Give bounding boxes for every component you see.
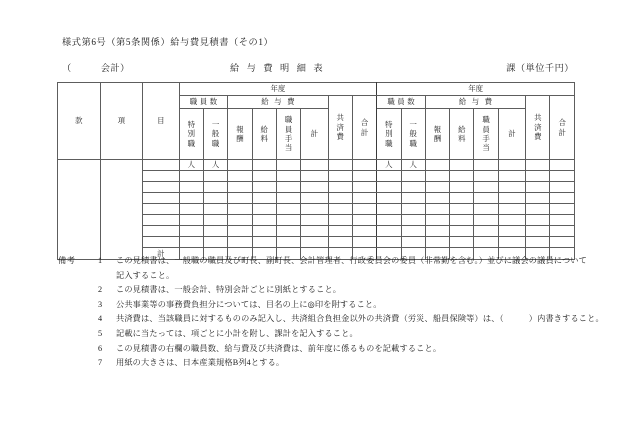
cell-block2-grand-total[interactable] [550, 204, 575, 215]
note-number: 4 [98, 314, 103, 324]
year-block-2-header: 年度 [377, 83, 575, 96]
cell-block1-special[interactable] [179, 182, 203, 193]
cell-block1-subtotal[interactable] [301, 171, 328, 182]
cell-block1-remuneration[interactable] [228, 160, 252, 171]
cell-block1-basic[interactable] [252, 193, 276, 204]
cell-block2-basic[interactable] [450, 160, 474, 171]
cell-block2-subtotal[interactable] [498, 226, 525, 237]
subheader [62, 60, 574, 74]
block2-salary-subtotal: 計 [498, 109, 525, 160]
cell-block2-remuneration[interactable] [425, 182, 449, 193]
cell-block1-mutual-aid[interactable] [328, 204, 352, 215]
cell-block1-mutual-aid[interactable] [328, 237, 352, 248]
cell-moku-entry[interactable] [143, 193, 179, 204]
block2-salary-group: 給与費 [425, 96, 525, 109]
cell-block2-allowance[interactable] [474, 160, 498, 171]
cell-block2-basic[interactable] [450, 215, 474, 226]
block1-grand-total-header: 合 計 [352, 96, 376, 160]
column-header-kan: 款 [58, 83, 101, 160]
cell-block2-subtotal[interactable] [498, 215, 525, 226]
note-number: 7 [98, 358, 103, 368]
cell-block1-mutual-aid[interactable] [328, 215, 352, 226]
cell-block1-grand-total[interactable] [352, 215, 376, 226]
cell-block1-special[interactable] [179, 204, 203, 215]
block1-salary-basic: 給 料 [252, 109, 276, 160]
block1-salary-group: 給与費 [228, 96, 328, 109]
cell-moku-entry[interactable] [143, 215, 179, 226]
note-text: この見積書は、一般会計、特別会計ごとに別紙とすること。 [116, 285, 342, 295]
cell-block2-subtotal[interactable] [498, 182, 525, 193]
block2-salary-allowance: 職 員 手 当 [474, 109, 498, 160]
cell-block2-allowance[interactable] [474, 171, 498, 182]
block2-salary-remuneration: 報 酬 [425, 109, 449, 160]
cell-block1-basic[interactable] [252, 160, 276, 171]
cell-block1-mutual-aid[interactable] [328, 193, 352, 204]
cell-block1-general[interactable] [203, 193, 227, 204]
cell-block1-general[interactable] [203, 237, 227, 248]
unit-note: 課（単位千円） [506, 63, 574, 73]
cell-block2-basic[interactable] [450, 182, 474, 193]
cell-block2-special[interactable] [377, 182, 401, 193]
note-number: 3 [98, 299, 103, 309]
cell-block1-allowance[interactable] [276, 237, 300, 248]
cell-block2-remuneration[interactable] [425, 215, 449, 226]
note-text: 用紙の大きさは、日本産業規格B列4とする。 [116, 358, 285, 368]
cell-block2-grand-total[interactable] [550, 215, 575, 226]
cell-block2-basic[interactable] [450, 226, 474, 237]
cell-block2-special[interactable] [377, 193, 401, 204]
unit-block2-special: 人 [377, 160, 401, 171]
block1-staff-special: 特 別 職 [179, 109, 203, 160]
cell-block1-grand-total[interactable] [352, 160, 376, 171]
cell-block1-remuneration[interactable] [228, 215, 252, 226]
table-caption: 給与費明細表 [230, 63, 331, 73]
salary-estimate-table [57, 82, 575, 260]
note-item [58, 256, 587, 272]
cell-block2-subtotal[interactable] [498, 204, 525, 215]
cell-block1-special[interactable] [179, 226, 203, 237]
cell-block2-special[interactable] [377, 237, 401, 248]
cell-block1-general[interactable] [203, 171, 227, 182]
block1-staff-general: 一 般 職 [203, 109, 227, 160]
cell-block1-remuneration[interactable] [228, 204, 252, 215]
cell-block2-grand-total[interactable] [550, 226, 575, 237]
cell-block2-subtotal[interactable] [498, 160, 525, 171]
cell-block2-special[interactable] [377, 215, 401, 226]
cell-block2-allowance[interactable] [474, 226, 498, 237]
cell-block1-special[interactable] [179, 171, 203, 182]
note-item [58, 345, 578, 360]
note-text: この見積書の右欄の職員数、給与費及び共済費は、前年度に係るものを記載すること。 [116, 343, 442, 353]
cell-block1-general[interactable] [203, 182, 227, 193]
unit-block1-special: 人 [179, 160, 203, 171]
cell-block2-grand-total[interactable] [550, 160, 575, 171]
block2-salary-basic: 給 料 [450, 109, 474, 160]
total-row-label: 計 [143, 248, 179, 260]
cell-block1-mutual-aid[interactable] [328, 182, 352, 193]
cell-moku-entry[interactable] [143, 237, 179, 248]
cell-block2-basic[interactable] [450, 237, 474, 248]
unit-block1-general: 人 [203, 160, 227, 171]
cell-block2-subtotal[interactable] [498, 237, 525, 248]
cell-block1-general[interactable] [203, 215, 227, 226]
cell-block2-general[interactable] [401, 171, 425, 182]
block1-mutual-aid-header: 共 済 費 [328, 96, 352, 160]
cell-block2-allowance[interactable] [474, 193, 498, 204]
unit-block2-general: 人 [401, 160, 425, 171]
cell-block1-grand-total[interactable] [352, 193, 376, 204]
cell-block2-special[interactable] [377, 204, 401, 215]
cell-block1-subtotal[interactable] [301, 215, 328, 226]
cell-block2-mutual-aid[interactable] [526, 193, 550, 204]
cell-block1-grand-total[interactable] [352, 182, 376, 193]
cell-block2-grand-total[interactable] [550, 182, 575, 193]
block2-staff-count-group: 職員数 [377, 96, 426, 109]
notes-section [58, 256, 604, 374]
cell-block2-grand-total[interactable] [550, 171, 575, 182]
cell-block2-general[interactable] [401, 204, 425, 215]
note-text: 共済費は、当該職員に対するもののみ記入し、共済組合負担金以外の共済費（労災、船員保険等）は、（ ）内書きすること。 [116, 314, 604, 324]
cell-block1-remuneration[interactable] [228, 226, 252, 237]
cell-block1-allowance[interactable] [276, 182, 300, 193]
cell-block2-allowance[interactable] [474, 215, 498, 226]
cell-block1-remuneration[interactable] [228, 182, 252, 193]
block2-grand-total-header: 合 計 [550, 96, 575, 160]
cell-block2-allowance[interactable] [474, 182, 498, 193]
note-text: 記載に当たっては、項ごとに小計を附し、課計を記入すること。 [116, 328, 358, 338]
cell-block2-basic[interactable] [450, 193, 474, 204]
notes-label: 備考 [58, 256, 76, 265]
cell-block2-mutual-aid[interactable] [526, 226, 550, 237]
cell-block1-remuneration[interactable] [228, 171, 252, 182]
cell-block1-basic[interactable] [252, 215, 276, 226]
cell-block2-remuneration[interactable] [425, 237, 449, 248]
cell-block1-mutual-aid[interactable] [328, 226, 352, 237]
block2-staff-special: 特 別 職 [377, 109, 401, 160]
cell-block1-basic[interactable] [252, 204, 276, 215]
cell-block2-mutual-aid[interactable] [526, 204, 550, 215]
column-header-moku: 目 [143, 83, 179, 160]
cell-block1-remuneration[interactable] [228, 237, 252, 248]
cell-block2-mutual-aid[interactable] [526, 237, 550, 248]
note-text: この見積書は、一般職の職員及び町長、副町長、会計管理者、行政委員会の委員（非常勤を含む。）並びに議会の議員について [116, 256, 587, 265]
cell-block2-special[interactable] [377, 171, 401, 182]
cell-block2-remuneration[interactable] [425, 193, 449, 204]
cell-block1-general[interactable] [203, 204, 227, 215]
cell-block2-remuneration[interactable] [425, 204, 449, 215]
cell-block1-general[interactable] [203, 226, 227, 237]
cell-block2-subtotal[interactable] [498, 193, 525, 204]
note-text: 公共事業等の事務費負担分については、目名の上に◎印を附すること。 [116, 299, 382, 309]
column-header-ko: 項 [100, 83, 143, 160]
cell-block2-basic[interactable] [450, 204, 474, 215]
note-text: 記入すること。 [116, 270, 175, 280]
cell-block2-allowance[interactable] [474, 204, 498, 215]
cell-kan-entry[interactable] [58, 160, 101, 260]
cell-block1-special[interactable] [179, 193, 203, 204]
cell-block1-subtotal[interactable] [301, 160, 328, 171]
cell-block2-mutual-aid[interactable] [526, 171, 550, 182]
page-title: 様式第6号（第5条関係）給与費見積書（その1） [62, 37, 274, 47]
table-header-year-row [58, 83, 575, 96]
cell-block1-remuneration[interactable] [228, 193, 252, 204]
cell-block2-remuneration[interactable] [425, 160, 449, 171]
block2-mutual-aid-header: 共 済 費 [526, 96, 550, 160]
cell-moku-entry[interactable] [143, 226, 179, 237]
cell-block1-grand-total[interactable] [352, 237, 376, 248]
table-unit-row [58, 160, 575, 171]
cell-block2-general[interactable] [401, 193, 425, 204]
cell-block2-general[interactable] [401, 237, 425, 248]
note-item-continuation [58, 272, 578, 287]
year-block-1-header: 年度 [179, 83, 377, 96]
cell-block2-mutual-aid[interactable] [526, 160, 550, 171]
cell-block1-basic[interactable] [252, 182, 276, 193]
cell-block1-subtotal[interactable] [301, 193, 328, 204]
cell-moku-entry[interactable] [143, 204, 179, 215]
note-number: 6 [98, 343, 103, 353]
cell-block2-allowance[interactable] [474, 237, 498, 248]
cell-block1-subtotal[interactable] [301, 237, 328, 248]
cell-block1-basic[interactable] [252, 237, 276, 248]
cell-block2-special[interactable] [377, 226, 401, 237]
cell-block1-mutual-aid[interactable] [328, 171, 352, 182]
cell-block1-mutual-aid[interactable] [328, 160, 352, 171]
cell-block1-basic[interactable] [252, 226, 276, 237]
cell-block2-subtotal[interactable] [498, 171, 525, 182]
block1-staff-count-group: 職員数 [179, 96, 228, 109]
cell-block1-allowance[interactable] [276, 204, 300, 215]
salary-estimate-table-wrapper [57, 82, 575, 260]
cell-block2-remuneration[interactable] [425, 171, 449, 182]
cell-block2-general[interactable] [401, 182, 425, 193]
note-item [58, 314, 604, 330]
note-item [58, 359, 578, 374]
cell-block1-subtotal[interactable] [301, 182, 328, 193]
cell-block1-grand-total[interactable] [352, 204, 376, 215]
cell-block1-subtotal[interactable] [301, 226, 328, 237]
cell-block1-allowance[interactable] [276, 215, 300, 226]
cell-block2-grand-total[interactable] [550, 237, 575, 248]
note-number: 2 [98, 285, 103, 295]
cell-ko-entry[interactable] [100, 160, 143, 260]
cell-block2-basic[interactable] [450, 171, 474, 182]
block1-salary-subtotal: 計 [301, 109, 328, 160]
cell-block1-allowance[interactable] [276, 193, 300, 204]
cell-block1-special[interactable] [179, 237, 203, 248]
cell-block1-allowance[interactable] [276, 171, 300, 182]
cell-block1-grand-total[interactable] [352, 171, 376, 182]
cell-block1-allowance[interactable] [276, 226, 300, 237]
cell-block2-general[interactable] [401, 215, 425, 226]
block1-salary-allowance: 職 員 手 当 [276, 109, 300, 160]
block2-staff-general: 一 般 職 [401, 109, 425, 160]
note-item [58, 330, 578, 345]
cell-block2-general[interactable] [401, 226, 425, 237]
cell-moku-entry[interactable] [143, 182, 179, 193]
cell-block1-subtotal[interactable] [301, 204, 328, 215]
cell-block2-grand-total[interactable] [550, 193, 575, 204]
note-number: 5 [98, 328, 103, 338]
note-number: 1 [98, 256, 103, 265]
cell-block1-basic[interactable] [252, 171, 276, 182]
block1-salary-remuneration: 報 酬 [228, 109, 252, 160]
cell-block2-remuneration[interactable] [425, 226, 449, 237]
cell-block1-allowance[interactable] [276, 160, 300, 171]
cell-block1-special[interactable] [179, 215, 203, 226]
cell-block1-grand-total[interactable] [352, 226, 376, 237]
cell-moku-entry[interactable] [143, 160, 179, 171]
note-item [58, 286, 578, 301]
cell-block2-mutual-aid[interactable] [526, 215, 550, 226]
cell-block2-mutual-aid[interactable] [526, 182, 550, 193]
cell-moku-entry[interactable] [143, 171, 179, 182]
account-field-label: （ 会計） [62, 63, 130, 73]
